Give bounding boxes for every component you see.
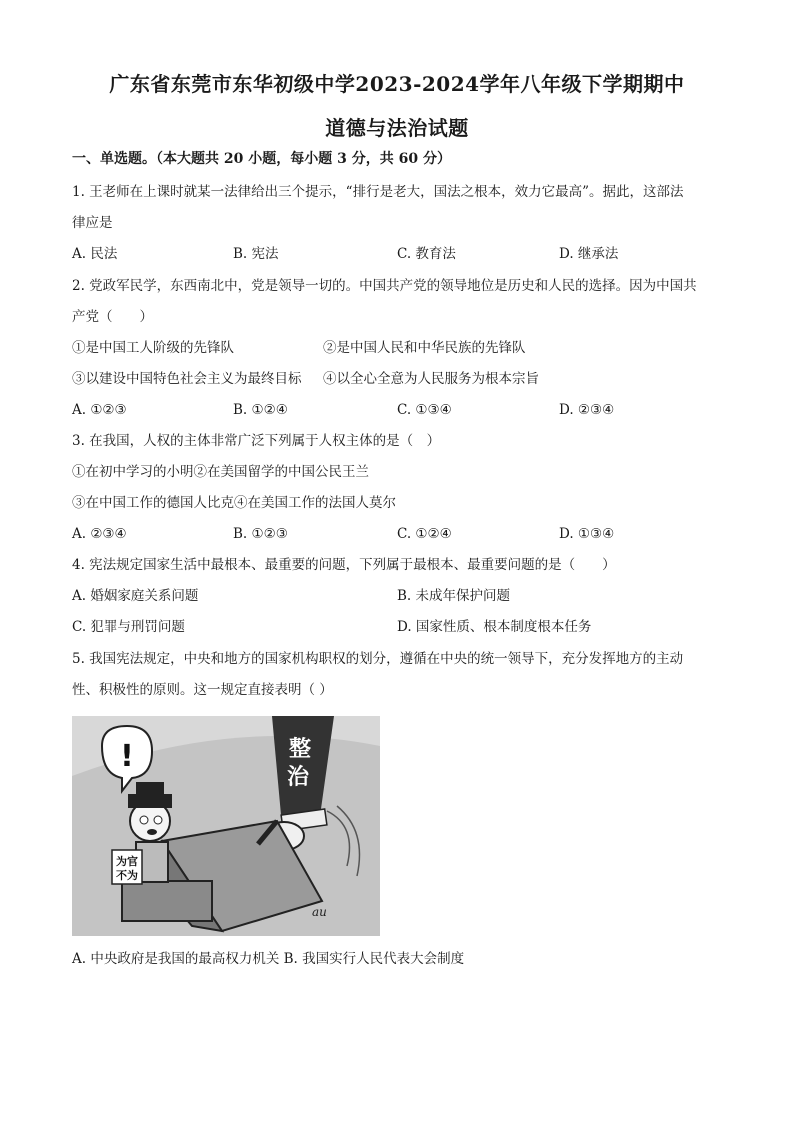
q4-stem: 4. 宪法规定国家生活中最根本、最重要的问题，下列属于最根本、最重要问题的是（ ） <box>72 557 616 573</box>
q3-statements-line-2: ③在中国工作的德国人比克④在美国工作的法国人莫尔 <box>72 495 396 511</box>
q5-stem-line-2: 性、积极性的原则。这一规定直接表明（ ） <box>72 682 333 698</box>
q1-option-c: C. 教育法 <box>397 246 456 262</box>
q2-stem-line-1: 2. 党政军民学，东西南北中，党是领导一切的。中国共产党的领导地位是历史和人民的选择。因为中国共 <box>72 278 697 294</box>
desk-sign-text-2: 不为 <box>116 869 138 882</box>
q4-option-b: B. 未成年保护问题 <box>397 588 511 604</box>
q2-statement-2: ②是中国人民和中华民族的先锋队 <box>323 340 526 356</box>
q4-option-a: A. 婚姻家庭关系问题 <box>72 588 199 604</box>
q3-option-c: C. ①②④ <box>397 526 452 542</box>
q2-option-b: B. ①②④ <box>233 402 288 418</box>
q1-option-d: D. 继承法 <box>559 246 619 262</box>
section-heading: 一、单选题。（本大题共 20 小题，每小题 3 分，共 60 分） <box>72 151 451 167</box>
exam-title-line-2: 道德与法治试题 <box>325 116 469 140</box>
q3-stem: 3. 在我国，人权的主体非常广泛下列属于人权主体的是（ ） <box>72 433 441 449</box>
q2-statement-3: ③以建设中国特色社会主义为最终目标 <box>72 371 302 387</box>
q3-option-d: D. ①③④ <box>559 526 615 542</box>
q5-options-line: A. 中央政府是我国的最高权力机关 B. 我国实行人民代表大会制度 <box>72 951 465 967</box>
exam-title-line-1: 广东省东莞市东华初级中学2023-2024学年八年级下学期期中 <box>109 72 685 96</box>
q2-option-d: D. ②③④ <box>559 402 615 418</box>
q1-option-b: B. 宪法 <box>233 246 279 262</box>
sleeve-text-line-2: 治 <box>286 765 310 790</box>
q2-stem-line-2: 产党（ ） <box>72 309 153 325</box>
q5-stem-line-1: 5. 我国宪法规定，中央和地方的国家机构职权的划分，遵循在中央的统一领导下，充分发挥地方的主动 <box>72 651 684 667</box>
q3-option-b: B. ①②③ <box>233 526 288 542</box>
q4-option-d: D. 国家性质、根本制度根本任务 <box>397 619 592 635</box>
svg-text:!: ! <box>120 739 134 774</box>
sleeve-text-line-1: 整 <box>288 737 312 762</box>
q4-option-c: C. 犯罪与刑罚问题 <box>72 619 185 635</box>
q3-statements-line-1: ①在初中学习的小明②在美国留学的中国公民王兰 <box>72 464 369 480</box>
q3-option-a: A. ②③④ <box>72 526 127 542</box>
q1-stem-line-1: 1. 王老师在上课时就某一法律给出三个提示，“排行是老大，国法之根本，效力它最高”。据此，这部法 <box>72 184 684 200</box>
q2-statement-4: ④以全心全意为人民服务为根本宗旨 <box>323 371 539 387</box>
q2-statement-1: ①是中国工人阶级的先锋队 <box>72 340 234 356</box>
q1-option-a: A. 民法 <box>72 246 118 262</box>
artist-signature: au <box>312 905 327 919</box>
q5-cartoon-image <box>72 716 380 936</box>
desk-sign-text-1: 为官 <box>116 855 138 868</box>
q2-option-c: C. ①③④ <box>397 402 452 418</box>
q2-option-a: A. ①②③ <box>72 402 127 418</box>
q1-stem-line-2: 律应是 <box>72 215 113 231</box>
